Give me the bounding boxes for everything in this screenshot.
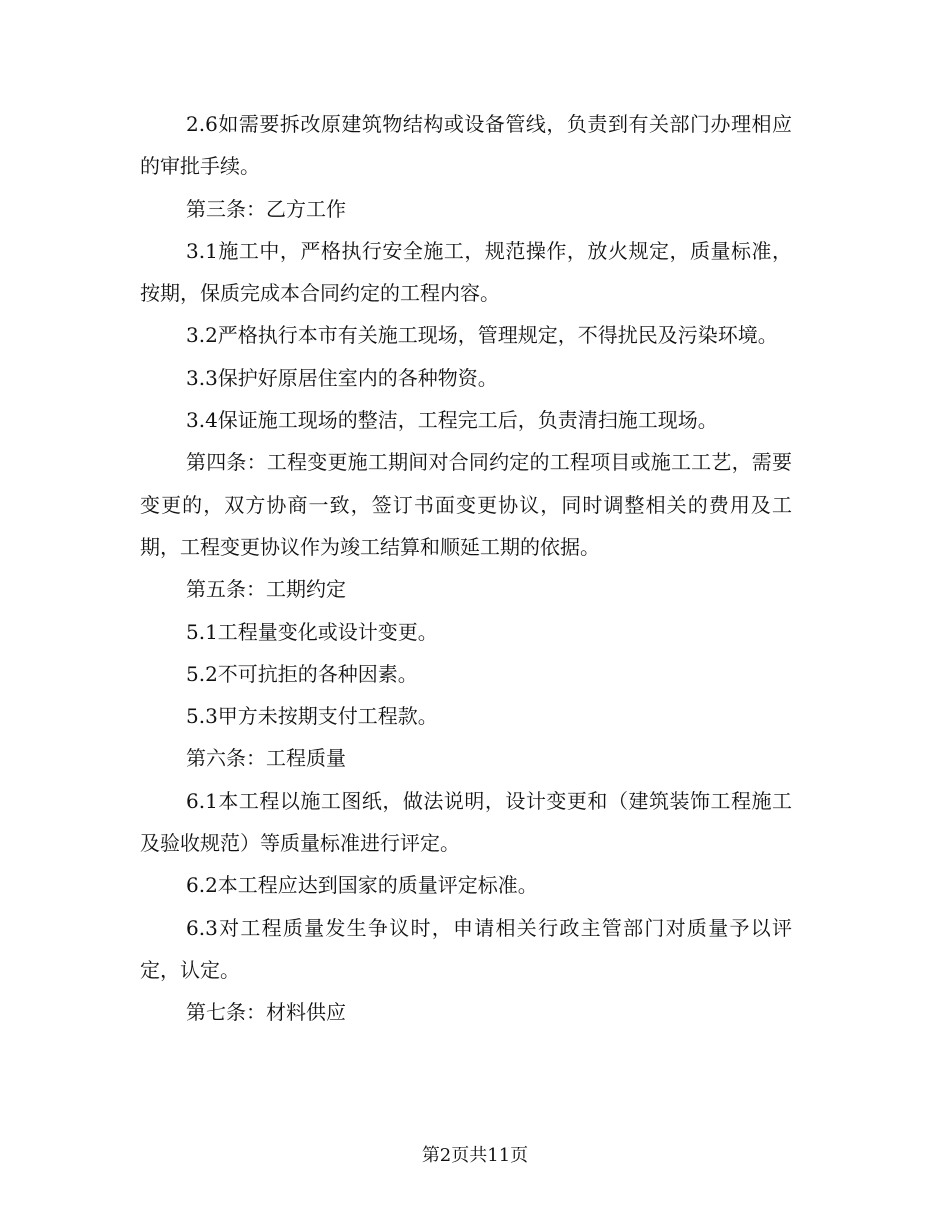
paragraph-6-1: 6.1本工程以施工图纸，做法说明，设计变更和（建筑装饰工程施工及验收规范）等质量标准进行评定。 bbox=[140, 788, 792, 856]
paragraph-6-3: 6.3对工程质量发生争议时，申请相关行政主管部门对质量予以评定，认定。 bbox=[140, 915, 792, 982]
paragraph-3-1: 3.1施工中，严格执行安全施工，规范操作，放火规定，质量标准，按期，保质完成本合同约定的工程内容。 bbox=[140, 238, 792, 306]
heading-article-5: 第五条：工期约定 bbox=[186, 577, 346, 602]
heading-article-7: 第七条：材料供应 bbox=[186, 1000, 346, 1025]
heading-article-6: 第六条：工程质量 bbox=[186, 746, 346, 771]
paragraph-3-3: 3.3保护好原居住室内的各种物资。 bbox=[186, 365, 498, 390]
paragraph-article-4: 第四条：工程变更施工期间对合同约定的工程项目或施工工艺，需要变更的，双方协商一致，签订书面变更协议，同时调整相关的费用及工期，工程变更协议作为竣工结算和顺延工期的依据。 bbox=[140, 450, 792, 559]
paragraph-6-2: 6.2本工程应达到国家的质量评定标准。 bbox=[186, 873, 538, 898]
paragraph-3-4: 3.4保证施工现场的整洁，工程完工后，负责清扫施工现场。 bbox=[186, 408, 718, 433]
paragraph-2-6: 2.6如需要拆改原建筑物结构或设备管线，负责到有关部门办理相应的审批手续。 bbox=[140, 112, 792, 179]
page-number-footer: 第2页共11页 bbox=[421, 1145, 529, 1166]
heading-article-3: 第三条：乙方工作 bbox=[186, 196, 346, 221]
paragraph-3-2: 3.2严格执行本市有关施工现场，管理规定，不得扰民及污染环境。 bbox=[186, 323, 778, 348]
document-body bbox=[140, 103, 792, 1034]
paragraph-5-3: 5.3甲方未按期支付工程款。 bbox=[186, 704, 438, 729]
paragraph-5-2: 5.2不可抗拒的各种因素。 bbox=[186, 661, 418, 686]
paragraph-5-1: 5.1工程量变化或设计变更。 bbox=[186, 619, 438, 644]
